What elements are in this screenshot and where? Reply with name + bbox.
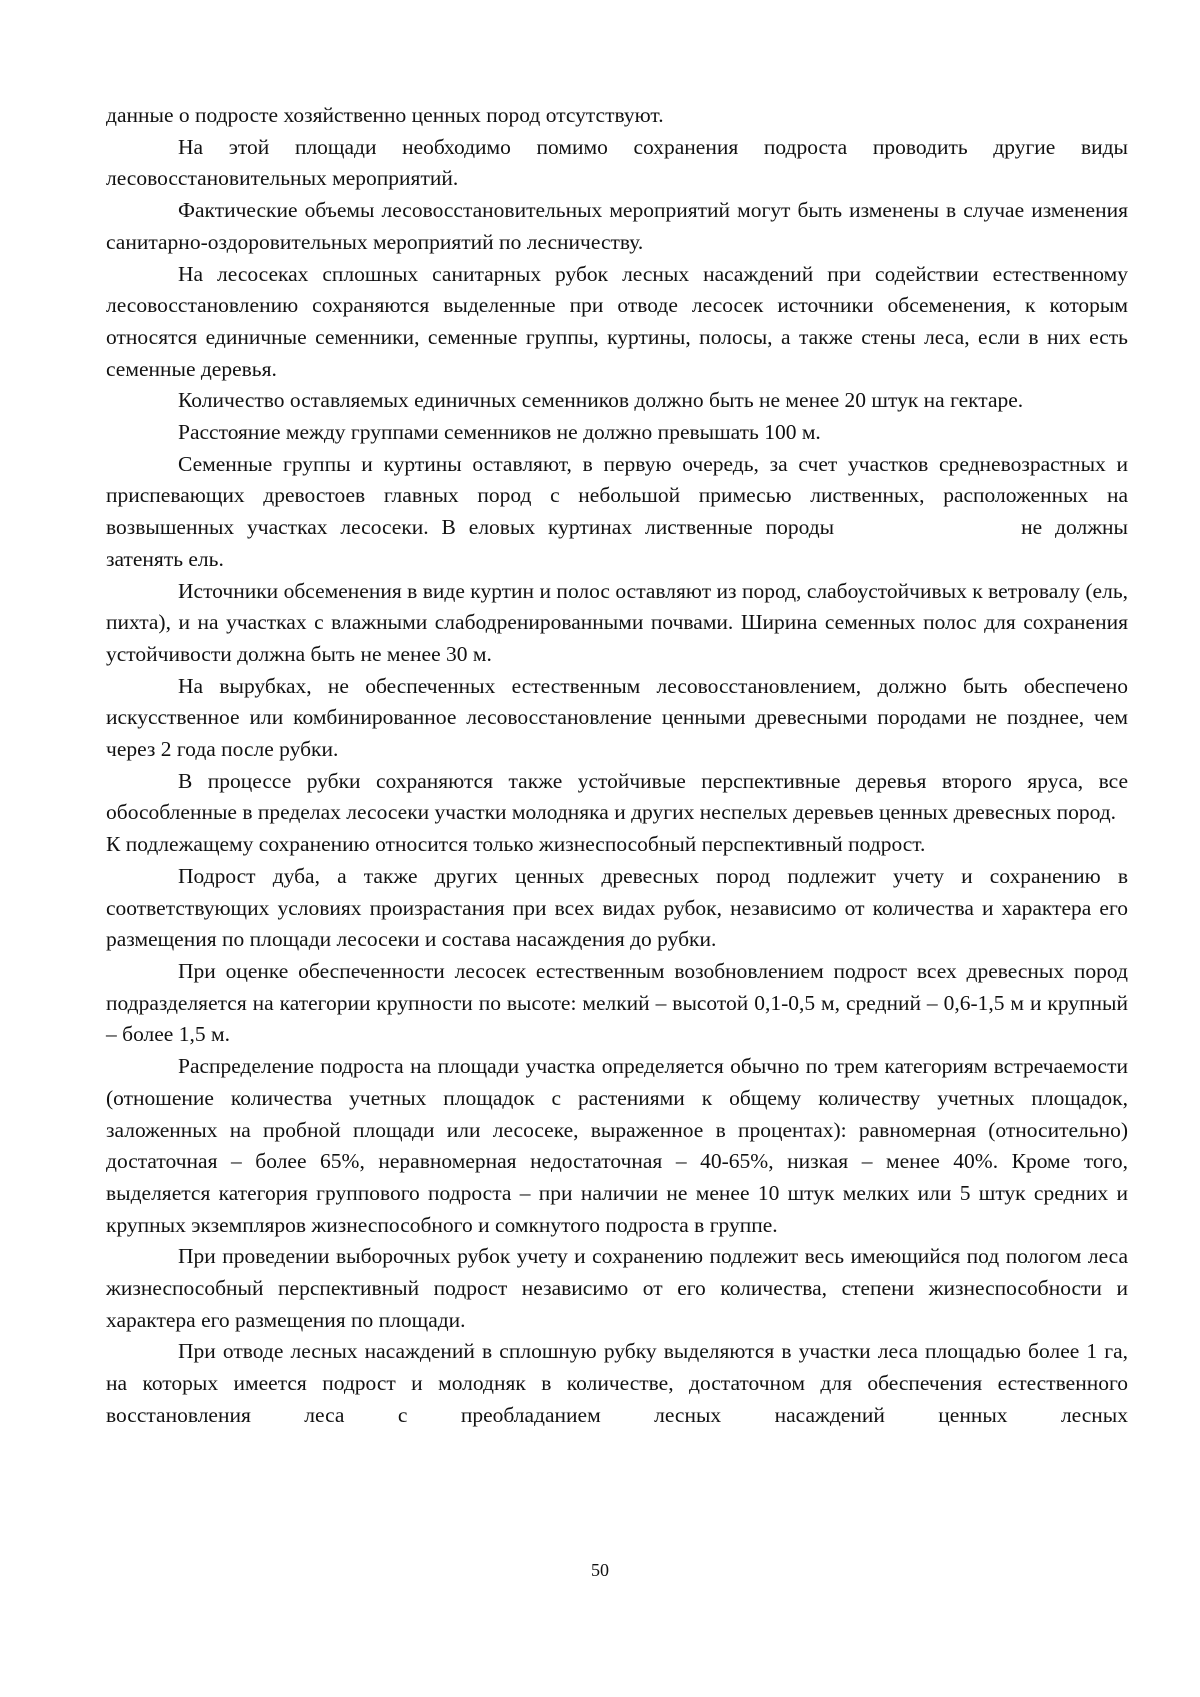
page-number: 50 — [591, 1560, 609, 1580]
paragraph: При проведении выборочных рубок учету и сохранению подлежит весь имеющийся под пологом леса жизнеспособный перспективный подрост независимо от его количества, степени жизнеспособности и характера его размещения по площади. — [106, 1244, 1128, 1332]
paragraph: Фактические объемы лесовосстановительных мероприятий могут быть изменены в случае изменения санитарно-оздоровительных мероприятий по лесничеству. — [106, 198, 1128, 254]
paragraph: Расстояние между группами семенников не должно превышать 100 м. — [178, 420, 821, 445]
paragraph: На лесосеках сплошных санитарных рубок лесных насаждений при содействии естественному лесовосстановлению сохраняются выделенные при отводе лесосек источники обсеменения, к которым относятся единичные семенники, семенные группы, куртины, полосы, а также стены леса, если в них есть семенные деревья. — [106, 261, 1128, 381]
paragraph: На вырубках, не обеспеченных естественным лесовосстановлением, должно быть обеспечено искусственное или комбинированное лесовосстановление ценными древесными породами не позднее, чем через 2 года после рубки. — [106, 673, 1128, 762]
paragraph: При оценке обеспеченности лесосек естественным возобновлением подрост всех древесных пород подразделяется на категории крупности по высоте: мелкий – высотой 0,1-0,5 м, средний – 0,6-1,5 м и крупный – более 1,5 м. — [106, 958, 1128, 1047]
paragraph-part: Семенные группы и куртины оставляют, в первую очередь, за счет участков средневозрастных и приспевающих древостоев главных пород с небольшой примесью лиственных, расположенных на возвышенных участках лесосеки. В еловых куртинах лиственные породы — [106, 451, 1128, 540]
paragraph-part: не должны затенять ель. — [106, 515, 1128, 571]
paragraph — [106, 449, 1128, 576]
paragraph: данные о подросте хозяйственно ценных пород отсутствуют. — [106, 103, 664, 127]
paragraph: Количество оставляемых единичных семенников должно быть не менее 20 штук на гектаре. — [178, 388, 1024, 413]
paragraph: К подлежащему сохранению относится только жизнеспособный перспективный подрост. — [106, 832, 926, 857]
paragraph: При отводе лесных насаждений в сплошную рубку выделяются в участки леса площадью более 1 га, на которых имеется подрост и молодняк в количестве, достаточном для обеспечения естественного восстановления леса с преобладанием лесных насаждений ценных лесных — [106, 1339, 1128, 1427]
document-page — [106, 100, 1128, 1432]
paragraph: На этой площади необходимо помимо сохранения подроста проводить другие виды лесовосстановительных мероприятий. — [106, 134, 1128, 191]
paragraph: В процессе рубки сохраняются также устойчивые перспективные деревья второго яруса, все обособленные в пределах лесосеки участки молодняка и других неспелых деревьев ценных древесных пород. — [106, 768, 1128, 825]
paragraph: Источники обсеменения в виде куртин и полос оставляют из пород, слабоустойчивых к ветровалу (ель, пихта), и на участках с влажными слабодренированными почвами. Ширина семенных полос для сохранения устойчивости должна быть не менее 30 м. — [106, 578, 1128, 666]
paragraph: Распределение подроста на площади участка определяется обычно по трем категориям встречаемости (отношение количества учетных площадок с растениями к общему количеству учетных площадок, заложенных на пробной площади или лесосеке, выраженное в процентах): равномерная (относительно) достаточная – более 65%, неравномерная недостаточная – 40-65%, низкая – менее 40%. Кроме того, выделяется категория группового подроста – при наличии не менее 10 штук мелких или 5 штук средних и крупных экземпляров жизнеспособного и сомкнутого подроста в группе. — [106, 1054, 1128, 1237]
paragraph: Подрост дуба, а также других ценных древесных пород подлежит учету и сохранению в соответствующих условиях произрастания при всех видах рубок, независимо от количества и характера его размещения по площади лесосеки и состава насаждения до рубки. — [106, 863, 1128, 952]
